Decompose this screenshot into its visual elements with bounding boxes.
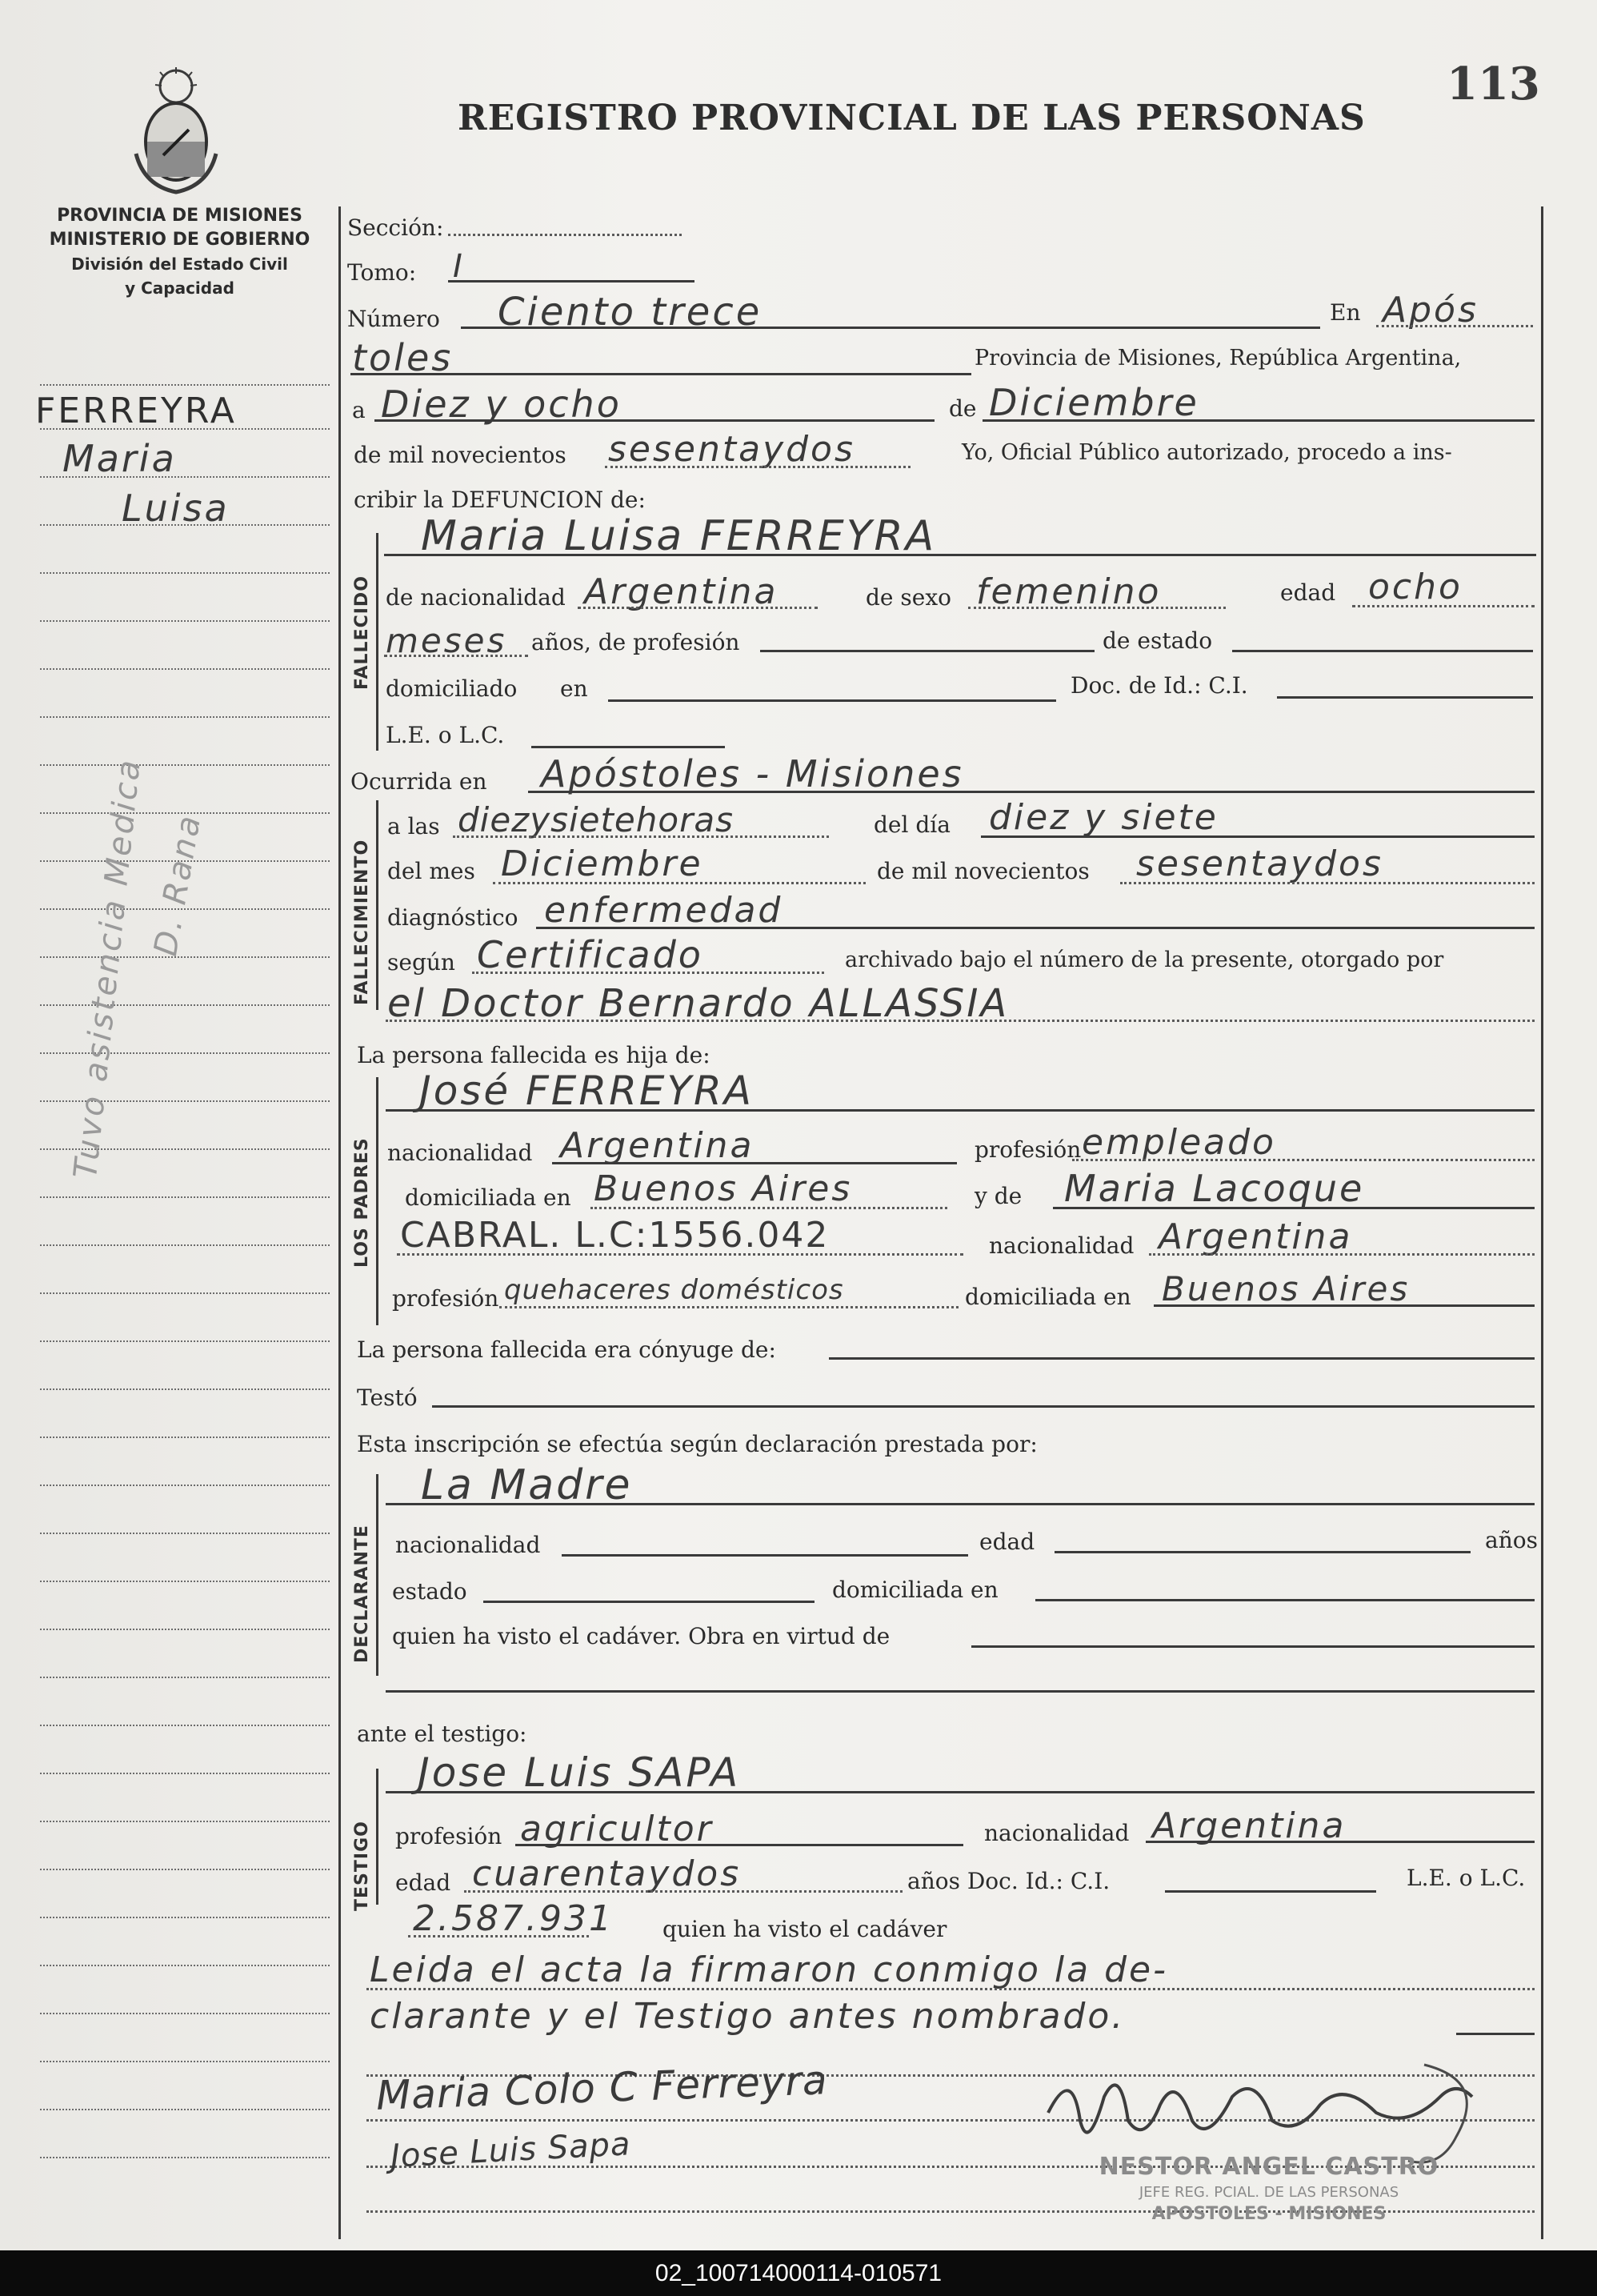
de-label: de — [949, 395, 977, 422]
closing-line-1: Leida el acta la firmaron conmigo la de- — [370, 1949, 1168, 1990]
declarante-anos-label: años — [1485, 1527, 1538, 1553]
signature-declarante: Maria Colo C Ferreyra — [375, 2057, 829, 2119]
declarante-estado-label: estado — [392, 1578, 467, 1605]
margin-first-name: Maria — [62, 437, 177, 480]
hora-value: diezysietehoras — [458, 800, 734, 839]
testigo-profesion-label: profesión — [395, 1823, 502, 1849]
fallecido-estado-label: de estado — [1103, 627, 1213, 654]
inscribir-text: cribir la DEFUNCION de: — [354, 487, 646, 513]
margin-surname: FERREYRA — [35, 391, 237, 431]
seccion-label: Sección: — [347, 214, 444, 241]
year-prefix: de mil novecientos — [354, 442, 566, 468]
place-part1: Após — [1383, 290, 1479, 331]
document-title: REGISTRO PROVINCIAL DE LAS PERSONAS — [458, 98, 1366, 138]
testigo-cadaver-text: quien ha visto el cadáver — [662, 1916, 947, 1942]
diagnostico-label: diagnóstico — [387, 904, 518, 931]
anio-value: sesentaydos — [1136, 843, 1383, 884]
madre-name: Maria Lacoque — [1064, 1167, 1365, 1210]
tomo-label: Tomo: — [347, 259, 417, 286]
margin-note-2: D. Rana — [147, 811, 209, 959]
tomo-value: I — [453, 248, 465, 285]
declarante-cadaver-text: quien ha visto el cadáver. Obra en virtud de — [392, 1623, 891, 1649]
testigo-edad-label: edad — [395, 1869, 451, 1896]
doctor-value: el Doctor Bernardo ALLASSIA — [387, 981, 1010, 1026]
testigo-le-label: L.E. o L.C. — [1407, 1865, 1526, 1891]
testigo-edad: cuarentaydos — [472, 1853, 742, 1894]
page-number: 113 — [1447, 58, 1540, 110]
madre-profesion-label: profesión — [392, 1285, 499, 1312]
mes-label: del mes — [387, 858, 475, 884]
padre-profesion: empleado — [1082, 1122, 1276, 1163]
anio-label: de mil novecientos — [877, 858, 1090, 884]
stamp-place: APOSTOLES - MISIONES — [1151, 2204, 1387, 2224]
month-value: Diciembre — [989, 381, 1199, 424]
testigo-name: Jose Luis SAPA — [418, 1749, 741, 1796]
fallecido-sexo: femenino — [976, 571, 1162, 612]
madre-domiciliada-label: domiciliada en — [965, 1284, 1131, 1310]
a-las-label: a las — [387, 813, 440, 839]
stamp-title: JEFE REG. PCIAL. DE LAS PERSONAS — [1139, 2184, 1399, 2201]
fallecido-doc-label: Doc. de Id.: C.I. — [1071, 672, 1248, 699]
fallecido-domiciliado-label: domiciliado — [386, 675, 518, 702]
testigo-intro: ante el testigo: — [357, 1721, 527, 1747]
fallecido-name: Maria Luisa FERREYRA — [421, 512, 937, 560]
madre-doc: CABRAL. L.C:1556.042 — [400, 1215, 830, 1256]
padre-nacionalidad: Argentina — [560, 1125, 754, 1166]
diagnostico-value: enfermedad — [544, 890, 783, 931]
archivado-text: archivado bajo el número de la presente, otorgado por — [845, 948, 1444, 972]
declarante-nacionalidad-label: nacionalidad — [395, 1532, 541, 1558]
padre-domiciliada-label: domiciliada en — [405, 1184, 571, 1211]
padre-profesion-label: profesión — [975, 1136, 1082, 1163]
segun-value: Certificado — [477, 933, 703, 976]
fallecido-sexo-label: de sexo — [866, 584, 951, 611]
numero-label: Número — [347, 306, 440, 332]
madre-profesion: quehaceres domésticos — [504, 1274, 844, 1306]
madre-domicilio: Buenos Aires — [1162, 1269, 1411, 1308]
margin-second-name: Luisa — [122, 487, 230, 530]
declarante-domiciliada-label: domiciliada en — [832, 1577, 999, 1603]
division-label-1: División del Estado Civil — [71, 254, 288, 274]
fallecimiento-side-label: FALLECIMIENTO — [352, 839, 372, 1005]
fallecido-le-label: L.E. o L.C. — [386, 722, 505, 748]
testigo-nacionalidad: Argentina — [1152, 1805, 1347, 1846]
testo-label: Testó — [357, 1384, 418, 1411]
testigo-side-label: TESTIGO — [352, 1821, 372, 1911]
mes-value: Diciembre — [501, 843, 703, 884]
province-label: PROVINCIA DE MISIONES — [57, 206, 302, 226]
testigo-number: 2.587.931 — [413, 1898, 614, 1939]
segun-label: según — [387, 949, 455, 976]
dia-value: diez y siete — [989, 797, 1219, 838]
padres-intro: La persona fallecida es hija de: — [357, 1042, 710, 1068]
fallecido-nacionalidad: Argentina — [584, 571, 778, 612]
madre-nacionalidad: Argentina — [1159, 1216, 1353, 1257]
padre-name: José FERREYRA — [419, 1068, 754, 1114]
testigo-nacionalidad-label: nacionalidad — [984, 1820, 1130, 1846]
a-label: a — [352, 397, 366, 423]
day-value: Diez y ocho — [381, 383, 622, 426]
padres-side-label: LOS PADRES — [352, 1137, 372, 1268]
numero-value: Ciento trece — [498, 290, 762, 335]
padre-nacionalidad-label: nacionalidad — [387, 1140, 533, 1166]
place-part2: toles — [352, 336, 454, 379]
province-text: Provincia de Misiones, República Argentina, — [975, 346, 1462, 371]
testigo-doc-label: años Doc. Id.: C.I. — [907, 1868, 1111, 1894]
fallecido-edad-label: edad — [1280, 579, 1336, 606]
fallecido-side-label: FALLECIDO — [352, 575, 372, 690]
margin-note-1: Tuvo asistencia Medica — [67, 755, 148, 1180]
declarante-edad-label: edad — [979, 1529, 1035, 1555]
coat-of-arms-icon — [128, 66, 224, 198]
ocurrida-label: Ocurrida en — [350, 768, 487, 795]
madre-nacionalidad-label: nacionalidad — [989, 1232, 1135, 1259]
del-dia-label: del día — [874, 811, 951, 838]
fallecido-edad-2: meses — [386, 621, 507, 660]
y-de-label: y de — [975, 1183, 1023, 1209]
conyuge-label: La persona fallecida era cónyuge de: — [357, 1336, 776, 1363]
padre-domicilio: Buenos Aires — [594, 1168, 853, 1209]
footer-id: 02_100714000114-010571 — [0, 2250, 1597, 2296]
en-label: En — [1330, 299, 1361, 326]
fallecido-profesion-label: años, de profesión — [531, 629, 740, 655]
fallecido-en-label: en — [560, 675, 588, 702]
declarante-intro: Esta inscripción se efectúa según declaración prestada por: — [357, 1431, 1038, 1457]
year-value: sesentaydos — [608, 429, 855, 470]
stamp-name: NESTOR ANGEL CASTRO — [1099, 2153, 1439, 2181]
declarante-side-label: DECLARANTE — [352, 1525, 372, 1663]
signature-testigo: Jose Luis Sapa — [390, 2126, 632, 2175]
testigo-profesion: agricultor — [520, 1809, 714, 1849]
declarante-name: La Madre — [421, 1461, 633, 1509]
oficial-text: Yo, Oficial Público autorizado, procedo a ins- — [962, 440, 1452, 465]
division-label-2: y Capacidad — [125, 278, 234, 298]
ministry-label: MINISTERIO DE GOBIERNO — [49, 230, 310, 250]
ocurrida-value: Apóstoles - Misiones — [541, 752, 964, 795]
closing-line-2: clarante y el Testigo antes nombrado. — [370, 1996, 1126, 2037]
fallecido-nacionalidad-label: de nacionalidad — [386, 584, 566, 611]
fallecido-edad-1: ocho — [1368, 567, 1463, 607]
